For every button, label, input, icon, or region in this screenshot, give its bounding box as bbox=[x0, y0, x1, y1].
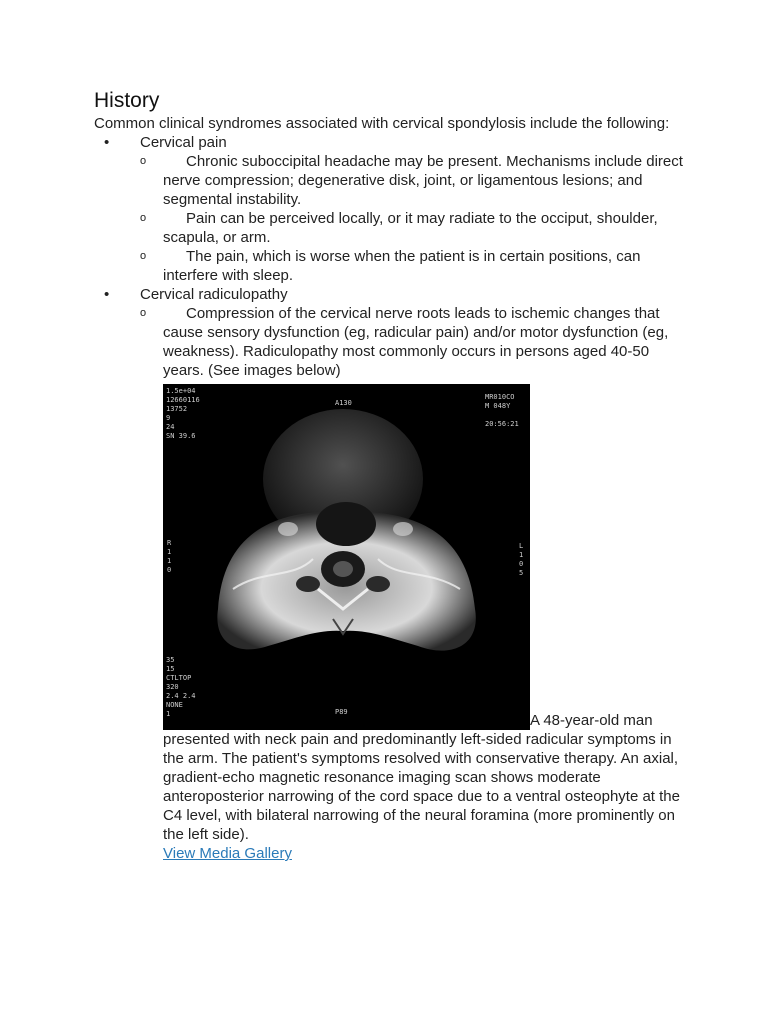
sublist-item bbox=[94, 209, 684, 247]
mri-overlay-bottom-left: 35 15 CTLTOP 320 2.4 2.4 NONE 1 bbox=[166, 656, 196, 718]
bullet-icon: • bbox=[104, 286, 110, 303]
sublist-item bbox=[94, 152, 684, 209]
list-item-title: Cervical radiculopathy bbox=[140, 286, 288, 303]
section-heading: History bbox=[94, 89, 160, 112]
circle-bullet-icon: o bbox=[140, 155, 147, 167]
circle-bullet-icon: o bbox=[140, 307, 147, 319]
circle-bullet-icon: o bbox=[140, 212, 147, 224]
sublist bbox=[140, 152, 684, 285]
syndrome-list bbox=[94, 133, 684, 863]
circle-bullet-icon: o bbox=[140, 250, 147, 262]
sublist-item-text: The pain, which is worse when the patient is in certain positions, can interfere with sleep. bbox=[163, 248, 641, 284]
list-item-cervical-radiculopathy bbox=[94, 285, 684, 863]
sublist bbox=[140, 304, 684, 863]
figure-caption: A 48-year-old man presented with neck pain and predominantly left-sided radicular symptoms in the arm. The patient's symptoms resolved with conservative therapy. An axial, gradient-echo magnetic resonance imaging scan shows moderate anteroposterior narrowing of the cord space due to a ventral osteophyte at the C4 level, with bilateral narrowing of the neural foramina (more prominently on the left side). bbox=[163, 712, 680, 843]
mri-overlay-right-side: L 1 0 5 bbox=[519, 542, 524, 577]
list-item-cervical-pain bbox=[94, 133, 684, 285]
sublist-item bbox=[94, 247, 684, 285]
mri-overlay-top-left: 1.5e+04 12660116 13752 9 24 SN 39.6 bbox=[166, 387, 200, 440]
bullet-icon: • bbox=[104, 134, 110, 151]
mri-overlay-top-right: MR010CO M 048Y 20:56:21 bbox=[485, 393, 519, 428]
mri-scan-image bbox=[163, 384, 530, 730]
sublist-item bbox=[94, 304, 684, 863]
mri-overlay-bottom-center: P89 bbox=[335, 708, 348, 716]
sublist-item-text: Pain can be perceived locally, or it may radiate to the occiput, shoulder, scapula, or arm. bbox=[163, 210, 658, 246]
sublist-item-text: Chronic suboccipital headache may be present. Mechanisms include direct nerve compression; degenerative disk, joint, or ligamentous lesions; and segmental instability. bbox=[163, 153, 683, 208]
mri-overlay-left-side: R 1 1 0 bbox=[167, 539, 172, 574]
mri-overlay-top-center: A130 bbox=[335, 399, 352, 407]
figure-block bbox=[163, 382, 684, 844]
document-page bbox=[94, 88, 684, 863]
view-media-gallery-link[interactable]: View Media Gallery bbox=[163, 845, 292, 862]
sublist-item-text: Compression of the cervical nerve roots leads to ischemic changes that cause sensory dysfunction (eg, radicular pain) and/or motor dysfunction (eg, weakness). Radiculopathy most commonly occurs in persons aged 40-50 years. (See images below) bbox=[163, 305, 669, 379]
mri-scan-graphic bbox=[163, 384, 530, 730]
intro-paragraph: Common clinical syndromes associated with cervical spondylosis include the following: bbox=[94, 115, 670, 132]
list-item-title: Cervical pain bbox=[140, 134, 227, 151]
